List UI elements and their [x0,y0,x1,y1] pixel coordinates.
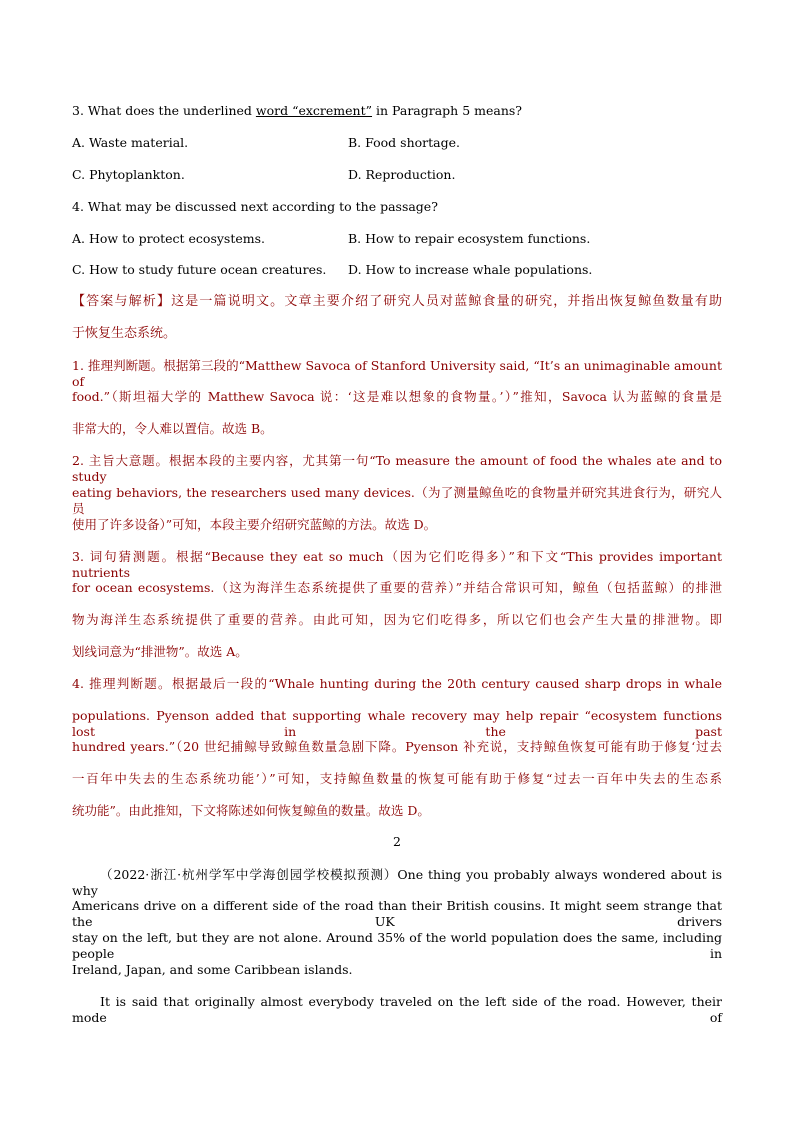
analysis-4-line-1: 4. 推理判断题。根据最后一段的“Whale hunting during the 20th century caused sharp drops in whale [72,676,722,691]
analysis-4-line-3: hundred years.”（20 世纪捕鲸导致鲸鱼数量急剧下降。Pyenson 补充说，支持鲸鱼恢复可能有助于修复‘过去 [72,739,722,754]
question-4-option-d: D. How to increase whale populations. [348,262,593,277]
passage-line-3: stay on the left, but they are not alone. Around 35% of the world population does the same, including people in [72,930,722,961]
passage-line-4: Ireland, Japan, and some Caribbean islands. [72,962,353,977]
analysis-intro-line-1: 这是一篇说明文。文章主要介绍了研究人员对蓝鲸食量的研究，并指出恢复鲸鱼数量有助 [171,294,722,309]
section-number: 2 [393,834,401,849]
analysis-2-line-3: 使用了许多设备）”可知，本段主要介绍研究蓝鲸的方法。故选 D。 [72,517,437,532]
question-3-option-c: C. Phytoplankton. [72,167,185,182]
passage-line-5: It is said that originally almost everybody traveled on the left side of the road. However, their mode of [72,994,722,1025]
analysis-3-line-2: for ocean ecosystems.（这为海洋生态系统提供了重要的营养）”并结合常识可知，鲸鱼（包括蓝鲸）的排泄 [72,580,722,595]
analysis-4-line-2: populations. Pyenson added that supporting whale recovery may help repair “ecosystem functions lost in the past [72,708,722,739]
analysis-1-line-1: 1. 推理判断题。根据第三段的“Matthew Savoca of Stanford University said, “It’s an unimaginable amount of [72,358,722,389]
analysis-3-line-1: 3. 词句猜测题。根据“Because they eat so much（因为它们吃得多）”和下文“This provides important nutrients [72,549,722,580]
question-4-stem: 4. What may be discussed next according to the passage? [72,199,438,214]
question-3-option-a: A. Waste material. [72,135,189,150]
question-4-option-a: A. How to protect ecosystems. [72,231,265,246]
analysis-1-line-2: food.”（斯坦福大学的 Matthew Savoca 说：‘这是难以想象的食物量。’）”推知，Savoca 认为蓝鲸的食量是 [72,389,722,404]
passage-line-1: （2022·浙江·杭州学军中学海创园学校模拟预测）One thing you probably always wondered about is why [72,867,722,898]
analysis-heading: 【答案与解析】 [72,294,172,309]
question-3-option-b: B. Food shortage. [348,135,460,150]
analysis-4-line-4: 一百年中失去的生态系统功能’）”可知，支持鲸鱼数量的恢复可能有助于修复“过去一百年中失去的生态系 [72,771,722,786]
question-3-stem-post: in Paragraph 5 means? [372,103,523,118]
analysis-3-line-3: 物为海洋生态系统提供了重要的营养。由此可知，因为它们吃得多，所以它们也会产生大量的排泄物。即 [72,612,722,627]
analysis-1-line-3: 非常大的，令人难以置信。故选 B。 [72,421,273,436]
underlined-word: word “excrement” [255,103,373,118]
passage-line-2: Americans drive on a different side of the road than their British cousins. It might seem strange that the UK drivers [72,898,722,929]
analysis-intro [72,294,722,310]
question-3-option-d: D. Reproduction. [348,167,456,182]
analysis-3-line-4: 划线词意为“排泄物”。故选 A。 [72,644,248,659]
question-3-stem-pre: 3. What does the underlined [72,103,252,118]
analysis-4-line-5: 统功能”。由此推知，下文将陈述如何恢复鲸鱼的数量。故选 D。 [72,803,430,818]
question-4-option-b: B. How to repair ecosystem functions. [348,231,591,246]
question-3-stem [72,103,522,119]
question-4-option-c: C. How to study future ocean creatures. [72,262,327,277]
analysis-intro-line-2: 于恢复生态系统。 [72,326,177,341]
analysis-2-line-1: 2. 主旨大意题。根据本段的主要内容，尤其第一句“To measure the amount of food the whales ate and to study [72,453,722,484]
analysis-2-line-2: eating behaviors, the researchers used many devices.（为了测量鲸鱼吃的食物量并研究其进食行为，研究人员 [72,485,722,516]
